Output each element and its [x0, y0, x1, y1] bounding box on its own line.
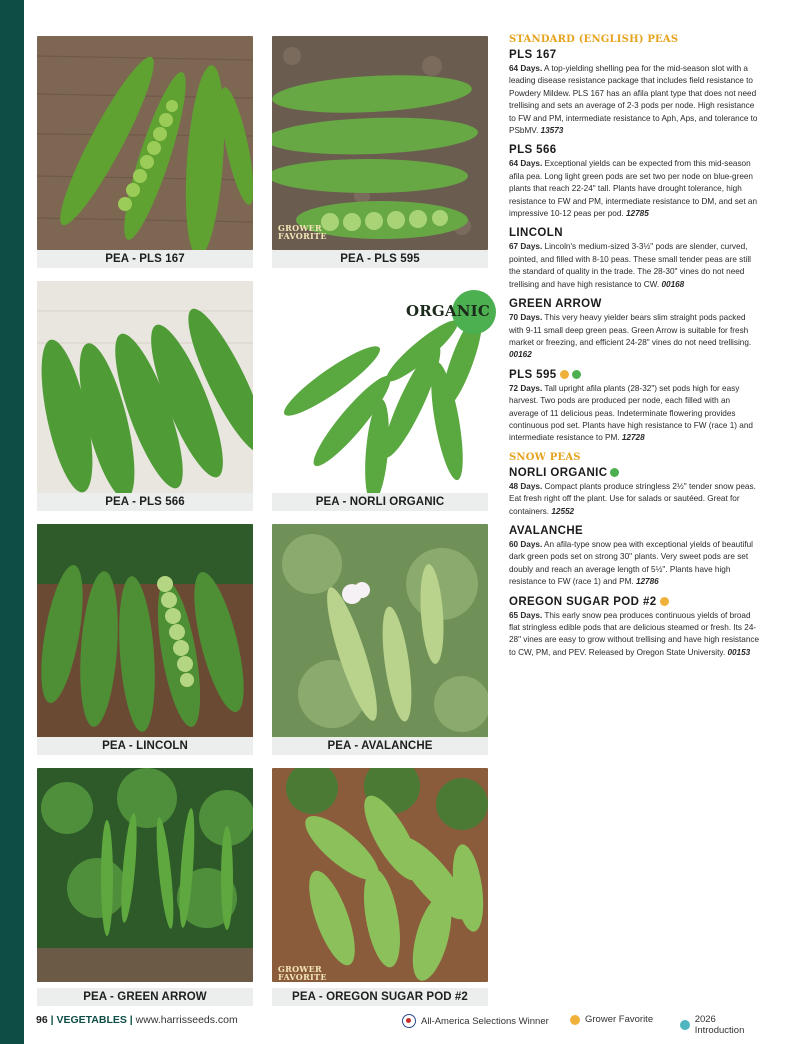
photo-caption: PEA - OREGON SUGAR POD #2 [272, 988, 488, 1006]
legend-label: All-America Selections Winner [421, 1015, 549, 1027]
variety-description [509, 312, 761, 362]
variety-name-text: LINCOLN [509, 227, 563, 240]
photo-caption: PEA - PLS 566 [37, 493, 253, 511]
website-link[interactable]: www.harrisseeds.com [135, 1014, 238, 1026]
days-to-maturity: 67 Days. [509, 242, 543, 252]
separator: | [129, 1014, 136, 1026]
variety-name-text: PLS 167 [509, 49, 557, 61]
variety-name [509, 227, 761, 239]
introduction-dot-icon [680, 1020, 690, 1030]
photo-caption: PEA - GREEN ARROW [37, 988, 253, 1006]
badge-line: GROWER [278, 223, 322, 233]
section-heading-standard: STANDARD (ENGLISH) PEAS [509, 34, 679, 45]
variety-descriptions [509, 34, 761, 666]
variety-entry [509, 525, 761, 589]
organic-badge [396, 290, 496, 334]
aas-icon [402, 1014, 416, 1028]
legend-label: Grower Favorite [585, 1014, 654, 1025]
variety-entry [509, 596, 761, 660]
legend-aas [402, 1014, 549, 1028]
days-to-maturity: 70 Days. [509, 313, 543, 323]
variety-name-text: PLS 566 [509, 144, 557, 157]
variety-description [509, 539, 761, 589]
item-code: 12785 [625, 209, 649, 219]
badge-line: FAVORITE [278, 231, 327, 241]
badge-line: GROWER [278, 964, 322, 974]
legend-introduction [680, 1014, 766, 1036]
description-text: An afila-type snow pea with exceptional yields of beautiful dark green pods set on strong 30" plants. Very sweet pods are set doubly and reach an average length of 5½". Plants have high resistance to FW (race 1) and PM. [509, 539, 753, 587]
days-to-maturity: 65 Days. [509, 610, 543, 620]
variety-name [509, 596, 761, 608]
section-heading-snow: SNOW PEAS [509, 451, 581, 463]
variety-entry [509, 227, 761, 291]
photo-avalanche [272, 524, 488, 738]
description-text: This early snow pea produces continuous yields of broad flat stringless edible pods that are delicious steamed or fresh. Its 24-28" vines are easy to grow without trellising and have high resistance to CW, PM, and PEV. Released by Oregon State University. [509, 610, 760, 657]
organic-icon [610, 468, 619, 477]
grower-favorite-icon [660, 597, 669, 606]
item-code: 12728 [621, 433, 645, 443]
variety-entry [509, 369, 761, 445]
description-text: A top-yielding shelling pea for the mid-season slot with a leading disease resistance package that includes field resistance to Powdery Mildew. PLS 167 has an afila plant type that does not need trellising and sets an average of 2-3 pods per node. High resistance to FW and PM, intermediate resistance to Aph, Aps, and tolerance to PSbMV. [509, 64, 758, 136]
item-code: 12786 [635, 577, 659, 587]
photo-caption: PEA - AVALANCHE [272, 737, 488, 755]
legend-grower-favorite [570, 1014, 653, 1025]
variety-description [509, 158, 761, 220]
item-code: 00162 [509, 350, 532, 360]
description-text: Tall upright afila plants (28-32") set pods high for easy harvest. Two pods are produced per node, each filled with an average of 11 delicious peas. Indeterminate flowering provides continuous pod set. Plants have high resistance to FW (race 1) and intermediate resistance to PM. [509, 383, 753, 443]
variety-description [509, 481, 761, 518]
variety-name-text: OREGON SUGAR POD #2 [509, 595, 657, 608]
description-text: This very heavy yielder bears slim straight pods packed with 9-11 small deep green peas. Green Arrow is suitable for fresh market or freezing, and efficient 24-28" vines do not need trellising. [509, 313, 752, 347]
page-spine [0, 0, 24, 1044]
item-code: 00153 [727, 647, 751, 657]
section-name: VEGETABLES [56, 1014, 127, 1026]
variety-description [509, 383, 761, 445]
description-text: Exceptional yields can be expected from this mid-season afila pea. Long light green pods are set two per node on blue-green plants that reach 22-24" tall. Plants have drought tolerance, high resistance to FW and PM, intermediate resistance to DM, and set an impressive 10-12 peas per pod. [509, 159, 758, 219]
organic-icon [572, 370, 581, 379]
photo-green-arrow [37, 768, 253, 982]
photo-pls-167 [37, 36, 253, 250]
variety-entry [509, 298, 761, 362]
days-to-maturity: 64 Days. [509, 64, 543, 73]
organic-label: ORGANIC [405, 302, 490, 320]
separator: | [50, 1014, 57, 1026]
days-to-maturity: 48 Days. [509, 481, 543, 491]
variety-entry [509, 144, 761, 220]
photo-pls-595 [272, 36, 488, 250]
days-to-maturity: 64 Days. [509, 159, 543, 169]
variety-name [509, 298, 761, 310]
grower-favorite-badge [278, 965, 327, 981]
photo-caption: PEA - LINCOLN [37, 737, 253, 755]
grower-favorite-badge [278, 224, 327, 240]
photo-lincoln [37, 524, 253, 738]
page-number: 96 [36, 1014, 48, 1026]
photo-caption: PEA - NORLI ORGANIC [272, 493, 488, 511]
item-code: 12552 [551, 506, 575, 516]
photo-caption: PEA - PLS 167 [37, 250, 253, 268]
days-to-maturity: 60 Days. [509, 539, 543, 549]
variety-name-text: PLS 595 [509, 368, 557, 381]
description-text: Compact plants produce stringless 2½" tender snow peas. Eat fresh right off the plant. Use for salads or sautéed. Great for containers. [509, 481, 756, 516]
description-text: Lincoln's medium-sized 3-3½" pods are slender, curved, pointed, and filled with 8-10 peas. These small tender peas are still the standard of quality in the trade. The 28-30" vines do not need trellising and have high resistance to CW. [509, 242, 751, 289]
page-info [36, 1014, 238, 1026]
variety-name-text: GREEN ARROW [509, 298, 602, 311]
variety-name-text: AVALANCHE [509, 524, 584, 537]
page-footer [36, 1014, 766, 1036]
grower-favorite-icon [560, 370, 569, 379]
variety-description [509, 63, 761, 137]
photo-pls-566 [37, 281, 253, 495]
variety-description [509, 241, 761, 291]
item-code: 00168 [661, 279, 685, 289]
variety-name [509, 49, 761, 61]
variety-entry [509, 467, 761, 518]
photo-oregon-sugar-pod [272, 768, 488, 982]
variety-name [509, 369, 761, 381]
variety-description [509, 610, 761, 660]
item-code: 13573 [540, 126, 564, 136]
badge-line: FAVORITE [278, 972, 327, 982]
photo-caption: PEA - PLS 595 [272, 250, 488, 268]
variety-name [509, 144, 761, 156]
grower-favorite-dot-icon [570, 1015, 580, 1025]
days-to-maturity: 72 Days. [509, 383, 543, 393]
variety-name [509, 525, 761, 537]
variety-name-text: NORLI ORGANIC [509, 466, 608, 479]
legend-label: 2026 Introduction [694, 1014, 745, 1036]
variety-entry [509, 49, 761, 137]
variety-name [509, 467, 761, 479]
